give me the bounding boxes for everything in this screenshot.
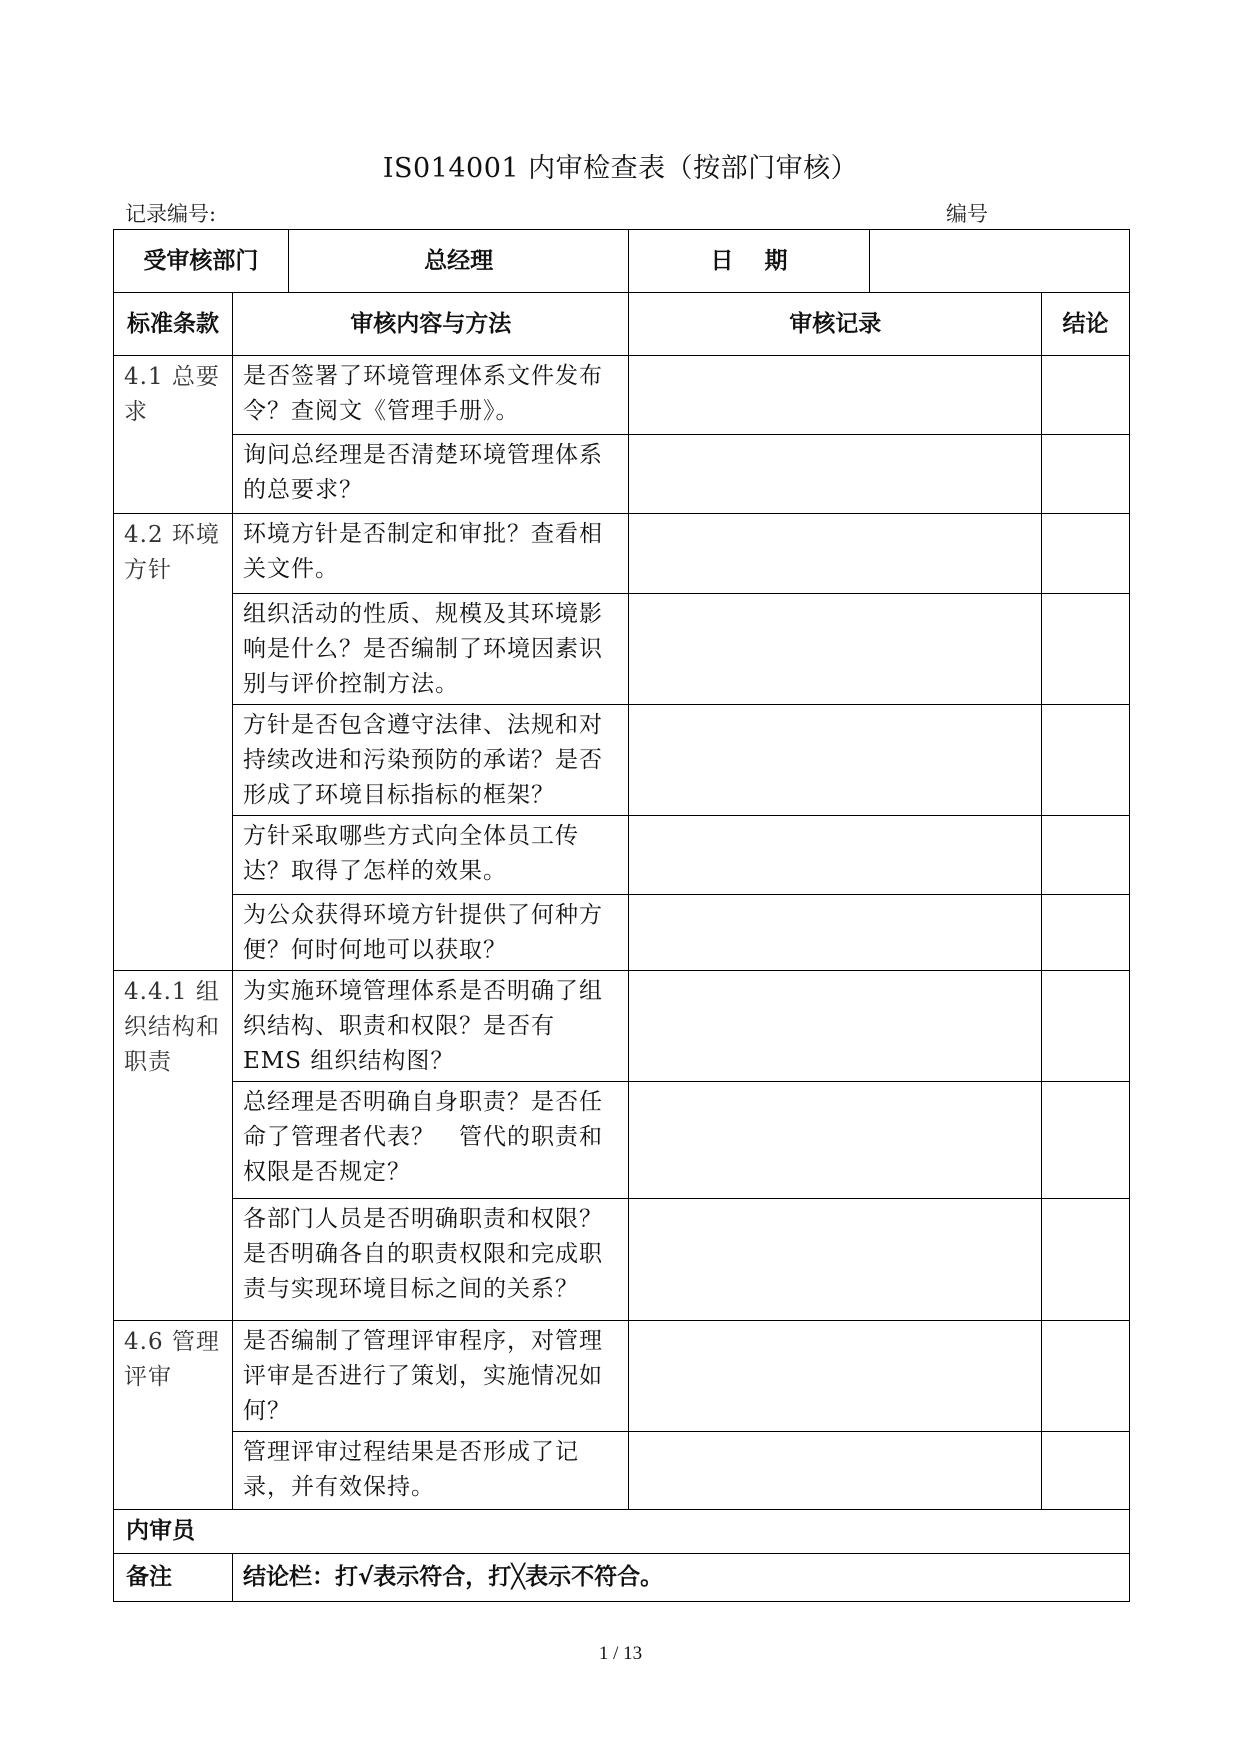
auditor-row [114,1510,1130,1554]
audit-content-cell: 询问总经理是否清楚环境管理体系的总要求？ [232,435,629,514]
table-row [114,594,1130,705]
clause-cell: 4.2 环境方针 [114,514,233,971]
conclusion-cell[interactable] [1042,705,1130,816]
conclusion-cell[interactable] [1042,1199,1130,1321]
table-row [114,356,1130,435]
audit-record-cell[interactable] [629,1321,1042,1432]
table-row [114,1432,1130,1510]
table-row [114,895,1130,971]
table-row [114,971,1130,1082]
conclusion-cell[interactable] [1042,1082,1130,1199]
conclusion-cell[interactable] [1042,816,1130,895]
audited-dept-value: 总经理 [288,230,629,293]
table-row [114,1199,1130,1321]
audit-content-cell: 为公众获得环境方针提供了何种方便？何时何地可以获取？ [232,895,629,971]
number-label: 编号 [946,202,988,226]
table-row [114,1082,1130,1199]
table-row [114,816,1130,895]
audit-record-cell[interactable] [629,1432,1042,1510]
audit-content-cell: 总经理是否明确自身职责？是否任命了管理者代表？ 管代的职责和权限是否规定？ [232,1082,629,1199]
remark-label: 备注 [114,1554,233,1602]
audited-dept-label: 受审核部门 [114,230,289,293]
audit-record-cell[interactable] [629,514,1042,594]
conclusion-cell[interactable] [1042,895,1130,971]
audit-content-cell: 是否编制了管理评审程序，对管理评审是否进行了策划，实施情况如何？ [232,1321,629,1432]
audit-content-cell: 为实施环境管理体系是否明确了组织结构、职责和权限？是否有 EMS 组织结构图？ [232,971,629,1082]
audit-content-cell: 各部门人员是否明确职责和权限？是否明确各自的职责权限和完成职责与实现环境目标之间的关系？ [232,1199,629,1321]
audit-record-cell[interactable] [629,356,1042,435]
col-clause: 标准条款 [114,293,233,356]
audit-content-cell: 方针是否包含遵守法律、法规和对持续改进和污染预防的承诺？是否形成了环境目标指标的框架？ [232,705,629,816]
audit-record-cell[interactable] [629,705,1042,816]
audit-checklist-table [113,229,1130,1602]
clause-cell: 4.1 总要求 [114,356,233,514]
document-title: IS014001 内审检查表（按部门审核） [382,153,859,184]
header-row [114,230,1130,293]
column-header-row [114,293,1130,356]
audit-content-cell: 是否签署了环境管理体系文件发布令？查阅文《管理手册》。 [232,356,629,435]
table-row [114,705,1130,816]
audit-record-cell[interactable] [629,594,1042,705]
conclusion-cell[interactable] [1042,356,1130,435]
table-row [114,514,1130,594]
remark-row [114,1554,1130,1602]
conclusion-cell[interactable] [1042,594,1130,705]
audit-content-cell: 管理评审过程结果是否形成了记录，并有效保持。 [232,1432,629,1510]
audit-content-cell: 组织活动的性质、规模及其环境影响是什么？是否编制了环境因素识别与评价控制方法。 [232,594,629,705]
date-value[interactable] [869,230,1129,293]
table-row [114,1321,1130,1432]
conclusion-cell[interactable] [1042,1432,1130,1510]
auditor-label: 内审员 [114,1510,1130,1554]
col-record: 审核记录 [629,293,1042,356]
conclusion-cell[interactable] [1042,435,1130,514]
clause-cell: 4.6 管理评审 [114,1321,233,1510]
remark-text: 结论栏：打√表示符合，打╳表示不符合。 [232,1554,1129,1602]
audit-record-cell[interactable] [629,895,1042,971]
col-conclusion: 结论 [1042,293,1130,356]
col-content: 审核内容与方法 [232,293,629,356]
audit-record-cell[interactable] [629,971,1042,1082]
conclusion-cell[interactable] [1042,1321,1130,1432]
audit-record-cell[interactable] [629,435,1042,514]
audit-content-cell: 环境方针是否制定和审批？查看相关文件。 [232,514,629,594]
audit-record-cell[interactable] [629,1082,1042,1199]
clause-cell: 4.4.1 组织结构和职责 [114,971,233,1321]
date-label: 日 期 [629,230,869,293]
table-row [114,435,1130,514]
conclusion-cell[interactable] [1042,514,1130,594]
audit-record-cell[interactable] [629,816,1042,895]
audit-content-cell: 方针采取哪些方式向全体员工传达？取得了怎样的效果。 [232,816,629,895]
record-number-label: 记录编号: [125,202,217,226]
conclusion-cell[interactable] [1042,971,1130,1082]
audit-record-cell[interactable] [629,1199,1042,1321]
page-number: 1 / 13 [598,1643,643,1664]
